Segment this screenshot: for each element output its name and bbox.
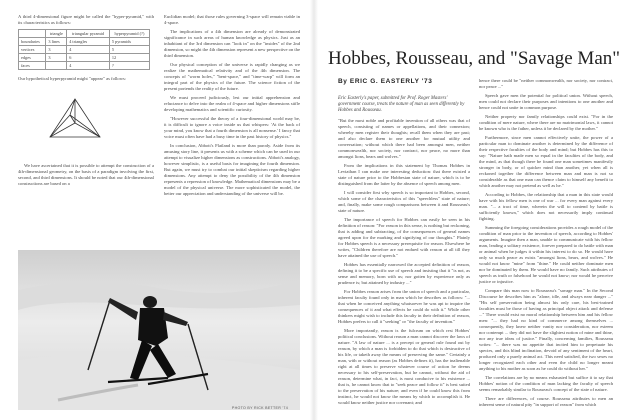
table-header: hyperpyramid (?): [109, 30, 149, 38]
table-row: [19, 38, 150, 46]
left-page: [0, 0, 312, 420]
table-cell: 3: [46, 54, 67, 62]
table-cell: [46, 62, 67, 70]
intro-text: Eric Easterly's paper, submitted for Prof. Roger Masters' government course, treats the nature of man as seen differently by Hobbes and Rousseau.: [338, 96, 465, 114]
paragraph: The correlations are by no means exhausted but suffice it to say that Hobbes' notion of the condition of man lacking the faculty of speech seems remarkably similar to Rousseau's concept of the state of nature.: [479, 375, 613, 392]
table-header-row: [19, 30, 150, 38]
paragraph: Furthermore, since men cannot effectively unite, the power of a particular man to dominate another is determined by the difference of their respective faculties of the body and mind; but Hobbes has this to say: "Nature hath made men so equal in the faculties of the body, and the mind, as that though there be found one man sometimes manifestly stronger in body, or of quicker mind than another, yet when all is reckoned together the difference between man and man is not so considerable as that one man can thence claim to himself any benefit to which another may not pretend as well as he.": [479, 135, 613, 188]
paragraph: "But the most noble and profitable invention of all others was that of speech, consisting of names or appellations, and their connexion; whereby men register their thoughts; recall them when they are past; and also declare them to one another for mutual utility and conversation; without which there had been amongst men, neither commonwealth, nor society, nor contract, nor peace, no more than amongst lions, bears and wolves.": [338, 118, 470, 159]
table-cell: faces: [19, 62, 46, 70]
dimension-table: [18, 29, 150, 70]
table-header: triangle: [46, 30, 67, 38]
table-header: triangular pyramid: [67, 30, 110, 38]
table-cell: 5: [109, 46, 149, 54]
paragraph: We have ascertained that it is possible to attempt the construction of a 4th-dimensional geometry, on the basis of a paradigm involving the first, second, and third dimensions. It should be noted that our 4th-dimensional constructions are based on a: [18, 163, 154, 186]
paragraph: Speech gave men the potential for political union. Without speech, men could not declare their purposes and intentions to one another and hence could not unite in common purpose.: [479, 93, 613, 110]
table-cell: 6: [67, 54, 110, 62]
table-cell: 3 lines: [46, 38, 67, 46]
article-title: Hobbes, Rousseau, and "Savage Man": [328, 48, 621, 69]
paragraph: "However successful the theory of a four-dimensional world may be, it is difficult to ignore a voice inside us that whispers: 'At the back of your mind, you know that a fourth dimension is all nonsense.' I fancy that voice must often have had a busy time in the past history of physics.": [164, 116, 300, 139]
table-cell: 12: [109, 54, 149, 62]
paragraph: The implications of a 4th dimension are already of demonstrated significance in such areas of human knowledge as physics. Just as an inhabitant of the 3rd dimension can "look in" on the "insides" of the 2nd dimension, so might the 4th dimension represent a new perspective on the third dimension.: [164, 29, 300, 58]
paragraph: There are differences, of course. Rousseau attributes to men an inherent sense of natural pity "in support of reason" from which: [479, 396, 613, 407]
left-page-column-2: [164, 14, 300, 244]
table-cell: 4: [67, 62, 110, 70]
table-row: [19, 62, 150, 70]
right-page: [316, 0, 628, 420]
edge: [50, 115, 70, 137]
paragraph: hence there could be "neither commonwealth, nor society, nor contract, nor peace ...": [479, 78, 613, 89]
edge: [50, 123, 75, 137]
article-intro: [338, 96, 470, 115]
paragraph: For Hobbes reason arises from the union of speech and a particular, inherent faculty found only in man which he describes as follows: "... that when he conceived anything whatsoever he was apt to inquire the consequences of it and what effects he could do with it." While other thinkers might wish to include this faculty in their definition of reason, Hobbes prefers to call it "seeking" or "the faculty of invention.": [338, 289, 470, 324]
paragraph: Compare this man now to Rousseau's "savage man." In the Second Discourse he describes him as "alone, idle, and always near danger ..." "His self preservation being almost his only care, his best-trained faculties must be those of having as principal object attack and defense ..." There would exist no moral relationship between him and his fellow men: "... they had no kind of commerce among themselves ... consequently, they knew neither vanity nor consideration, nor esteem nor contempt ... they did not have the slightest notion of mine and thine, nor any true ideas of justice." Finally, concerning families, Rousseau writes: "... there was no appetite that incited him to perpetuate his species, and this blind inclination, devoid of any sentiment of the heart, produced only a purely animal act. This need satisfied, the two sexes no longer recognized each other and even the child no longer meant anything to his mother as soon as he could do without her.": [479, 288, 613, 371]
paragraph: Our hypothetical hyperpyramid might "appear" as follows:: [18, 76, 127, 81]
paragraph: Hobbes has essentially narrowed the accepted definition of reason, defining it to be a specific use of speech and insisting that it "is not, as sense and memory, born with us; nor gotten by experience only as prudence is; but attained by industry ...": [338, 262, 470, 285]
edge: [70, 99, 75, 115]
table-cell: edges: [19, 54, 46, 62]
paragraph: Neither property nor family relationships could exist. "For in the condition of mere nature, where there are no matrimonial laws, it cannot be known who is the father, unless it be declared by the mother.": [479, 114, 613, 131]
paragraph: The importance of speech for Hobbes can easily be seen in his definition of reason: "For reason in this sense, is nothing but reckoning, that is adding and subtracting, of the consequences of general names agreed upon for the marking and signifying of our thoughts." Plainly for Hobbes speech is a necessary prerequisite for reason. Elsewhere he writes, "Children therefore are not endued with reason at all till they have attained the use of speech.": [338, 217, 470, 258]
skier-photo: [18, 250, 300, 410]
paragraph: Summing the foregoing considerations provides a rough model of the condition of man prior to the invention of speech, according to Hobbes' arguments. Imagine then a man, unable to communicate with his fellow man, leading a solitary existence, forever prepared to do battle with man or animal when he judges it within his interest to do so. He would have only so much peace as exists "amongst lions, bears, and wolves." He would not know "mine" from "thine." He could neither dominate men nor be dominated by them. He would have no family. Such attributes of speech as truth or falsehood he would not know; nor would he perceive justice or injustice.: [479, 225, 613, 284]
paragraph: According to Hobbes, the relationship that a man in this state would have with his fellow men is one of war ... for every man against every man. "... a tract of time, wherein the will to contend by battle is sufficiently known," which does not necessarily imply continual fighting.: [479, 192, 613, 221]
table-cell: ?: [109, 62, 149, 70]
table-cell: vertices: [19, 46, 46, 54]
edge: [70, 115, 75, 123]
paragraph: Euclidian model; that those rules governing 3-space will remain viable in 4-space.: [164, 14, 300, 25]
paragraph: We must proceed judiciously, lest our initial apprehension and reluctance to delve into the realm of 4-space and higher dimensions stifle developing mathematics and scientific curiosity.: [164, 95, 300, 112]
table-cell: 3: [46, 46, 67, 54]
paragraph: I will consider first why speech is so important to Hobbes, second, which some of the characteristics of this "speechless" state of nature; and, finally, make some rough comparisons between it and Rousseau's state of nature.: [338, 190, 470, 213]
hyperpyramid-diagram: [40, 91, 110, 161]
right-page-column-1: [338, 118, 470, 414]
skier-photo-image: [18, 250, 300, 410]
table-cell: 4 triangles: [67, 38, 110, 46]
edge: [75, 123, 100, 137]
table-row: [19, 46, 150, 54]
paragraph: More importantly, reason is the fulcrum on which rest Hobbes' political conclusions. Without reason a man cannot discover the laws of nature. "A law of nature ... is a precept or general rule found out by reason, by which a man is forbidden to do that which is destructive of his life, or taketh away the means of preserving the same." Certainly a man, with or without reason (as Hobbes defines it), has the inalienable right at all times to preserve whatever course of action he deems necessary to his self-preservation, but he cannot, without the aid of reason, determine what, in fact, is most conducive to his existence ... that is, he cannot know that to "seek peace and follow it" is best suited to the preservation of his nature; and even if he could know this from instinct, he would not know the means by which to accomplish it. He would know neither justice nor covenant; and: [338, 328, 470, 405]
paragraph: In conclusion, Abbott's Flatland is more than parody. Aside from its amusing story line, it presents us with a scheme which can be used in our attempt to visualize higher dimensions as constructions. Abbott's analogy, however simplistic, is a useful basis for imagining the fourth dimension. But again, we must try to combat our initial skepticism regarding higher dimensions. Any attempt to deny the possibility of the 4th dimension represents a repression of knowledge. Mathematical dimensions may be a model of the physical universe. The more sophisticated the model, the better our appreciation and understanding of the universe will be.: [164, 143, 300, 196]
right-page-column-2: [479, 78, 613, 414]
paragraph: From the implications in this statement by Thomas Hobbes in Leviathan I can make one interesting deduction: that there existed a state of nature prior to the Hobbesian state of nature, which is to be distinguished from the latter by the absence of speech among men.: [338, 163, 470, 186]
table-cell: 5 pyramids: [109, 38, 149, 46]
table-cell: boundaries: [19, 38, 46, 46]
table-header: [19, 30, 46, 38]
paragraph: Our physical conception of the universe is rapidly changing as we realize the mathematical relativity and of the 4th dimension. The concepts of "worm holes," "bent-space," and "time-warp" will form an integral part of the physics of the future. The science fiction of the present portends the reality of the future.: [164, 62, 300, 91]
article-byline: By ERIC G. EASTERLY '73: [338, 78, 433, 85]
paragraph: A third 4-dimensional figure might be called the "hyper-pyramid," with its characteristics as follows:: [18, 14, 154, 25]
table-cell: 4: [67, 46, 110, 54]
table-row: [19, 54, 150, 62]
photo-caption: PHOTO BY RICK BETTER '74: [231, 406, 288, 410]
left-page-column-1: [18, 14, 154, 244]
edge: [70, 115, 100, 137]
